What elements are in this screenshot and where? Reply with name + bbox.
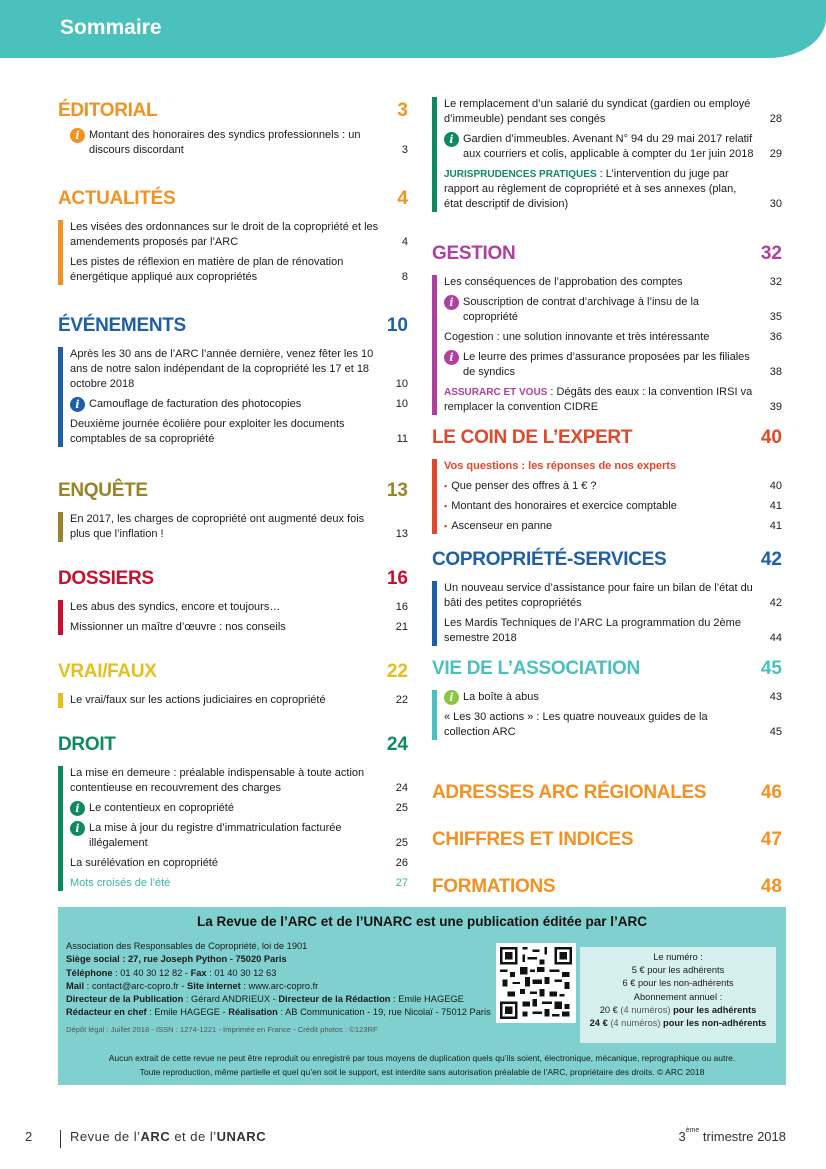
info-icon: i (70, 801, 85, 816)
toc-entry[interactable]: Les abus des syndics, encore et toujours… 16 (70, 601, 408, 613)
toc-entry[interactable]: Cogestion : une solution innovante et très intéressante 36 (444, 331, 782, 343)
section-title: DOSSIERS (58, 568, 154, 589)
section-page: 45 (760, 658, 782, 679)
toc-entry[interactable]: Le vrai/faux sur les actions judiciaires en copropriété 22 (70, 694, 408, 706)
publication-info: Association des Responsables de Copropriété, loi de 1901 Siège social : 27, rue Joseph Python - 75020 Paris Téléphone : 01 40 30 12 82 - Fax : 01 40 30 12 63 Mail : contact@arc-copro.fr - Site internet : www.arc-copro.fr Directeur de la Publication : Gérard ANDRIEUX - Directeur de la Rédaction : Emile HAGEGE Rédacteur en chef : Emile HAGEGE - Réalisation : AB Communication - 19, rue Nicolaï - 75012 Paris Dépôt légal : Juillet 2018 - ISSN : 1274-1221 - Imprimée en France - Crédit photos : ©123RF (66, 940, 506, 1036)
toc-entry[interactable]: Après les 30 ans de l’ARC l’année dernière, venez fêter les 10 ans de notre salon indépendant de la copropriété les 17 et 18 octobre 2018 10 (70, 348, 408, 390)
toc-entry[interactable]: i Gardien d’immeubles. Avenant N° 94 du 29 mai 2017 relatif aux courriers et colis, applicable à compter du 1er juin 2018 29 (444, 132, 782, 162)
section-enquete (58, 480, 408, 542)
section-title: VIE DE L’ASSOCIATION (432, 658, 640, 679)
toc-entry[interactable]: Le remplacement d’un salarié du syndicat (gardien ou employé d’immeuble) pendant ses congés 28 (444, 98, 782, 125)
section-page: 10 (386, 315, 408, 336)
section-title: ÉDITORIAL (58, 100, 158, 121)
footer-quarter: 3ème trimestre 2018 (678, 1127, 786, 1144)
page-title: Sommaire (60, 16, 162, 39)
section-evenements (58, 315, 408, 447)
header-band (0, 0, 826, 58)
section-page: 4 (397, 188, 408, 209)
info-icon: i (444, 295, 459, 310)
copyright-disclaimer: Aucun extrait de cette revue ne peut être reproduit ou enregistré par tous moyens de duplication quels qu’ils soient, électronique, mécanique, reprographique ou autre. Toute reproduction, même partielle et quel qu’en soit le support, est interdite sans autorisation préalable de l’ARC, propriétaire des droits. © ARC 2018 (108, 1053, 736, 1077)
toc-entry[interactable]: ▪ Ascenseur en panne 41 (444, 520, 782, 532)
info-icon: i (70, 128, 85, 143)
page-number: 2 (25, 1129, 33, 1144)
footer-publication: Revue de l’ARC et de l’UNARC (70, 1129, 267, 1144)
section-title: COPROPRIÉTÉ-SERVICES (432, 549, 667, 570)
section-title: ÉVÉNEMENTS (58, 315, 186, 336)
section-vraifaux (58, 661, 408, 708)
section-page: 3 (397, 100, 408, 121)
section-chiffres[interactable]: CHIFFRES ET INDICES 47 (432, 829, 782, 850)
publication-box (58, 907, 786, 1085)
section-page: 16 (386, 568, 408, 589)
price-box: Le numéro : 5 € pour les adhérents 6 € pour les non-adhérents Abonnement annuel : 20 € (4 numéros) pour les adhérents 24 € (4 numéros) pour les non-adhérents (580, 947, 776, 1043)
toc-entry[interactable]: i Le contentieux en copropriété 25 (70, 801, 408, 816)
section-dossiers (58, 568, 408, 635)
toc-entry[interactable]: i La boîte à abus 43 (444, 690, 782, 705)
section-expert (432, 427, 782, 534)
section-association (432, 658, 782, 740)
footer-divider (60, 1130, 61, 1148)
toc-entry[interactable]: Mots croisés de l’été 27 (70, 877, 408, 889)
publication-title: La Revue de l’ARC et de l’UNARC est une publication éditée par l’ARC (196, 914, 648, 929)
section-title: GESTION (432, 243, 516, 264)
section-droit (58, 734, 408, 891)
legal-notice: Dépôt légal : Juillet 2018 - ISSN : 1274-1221 - Imprimée en France - Crédit photos : ©123RF (66, 1024, 378, 1034)
toc-entry[interactable]: Les Mardis Techniques de l’ARC La programmation du 2ème semestre 2018 44 (444, 617, 782, 644)
toc-entry[interactable]: ASSURARC ET VOUS : Dégâts des eaux : la convention IRSI va remplacer la convention CIDRE 39 (444, 386, 782, 413)
section-droit-continued (432, 97, 782, 212)
section-page: 24 (386, 734, 408, 755)
toc-entry[interactable]: Les pistes de réflexion en matière de plan de rénovation énergétique appliqué aux copropriétés 8 (70, 256, 408, 283)
section-title: VRAI/FAUX (58, 661, 157, 682)
section-formations[interactable]: FORMATIONS 48 (432, 876, 782, 897)
toc-entry[interactable]: i Camouflage de facturation des photocopies 10 (70, 397, 408, 412)
toc-entry[interactable]: Missionner un maître d’œuvre : nos conseils 21 (70, 621, 408, 633)
toc-entry[interactable]: En 2017, les charges de copropriété ont augmenté deux fois plus que l’inflation ! 13 (70, 513, 408, 540)
toc-entry[interactable]: La surélévation en copropriété 26 (70, 857, 408, 869)
section-page: 13 (386, 480, 408, 501)
qr-code-icon[interactable] (496, 943, 576, 1023)
section-adresses[interactable]: ADRESSES ARC RÉGIONALES 46 (432, 782, 782, 803)
info-icon: i (70, 397, 85, 412)
toc-entry[interactable]: La mise en demeure : préalable indispensable à toute action contentieuse en recouvrement des charges 24 (70, 767, 408, 794)
section-page: 42 (760, 549, 782, 570)
toc-entry[interactable]: i Le leurre des primes d’assurance proposées par les filiales de syndics 38 (444, 350, 782, 380)
section-gestion (432, 243, 782, 415)
section-editorial (58, 100, 408, 158)
toc-entry[interactable]: i La mise à jour du registre d’immatriculation facturée illégalement 25 (70, 821, 408, 851)
info-icon: i (444, 350, 459, 365)
section-title: ACTUALITÉS (58, 188, 176, 209)
toc-entry[interactable]: Les visées des ordonnances sur le droit de la copropriété et les amendements proposés par l’ARC 4 (70, 221, 408, 248)
toc-entry[interactable]: Deuxième journée écolière pour exploiter les documents comptables de sa copropriété 11 (70, 418, 408, 445)
toc-entry[interactable]: Un nouveau service d’assistance pour faire un bilan de l’état du bâti des petites copropriétés 42 (444, 582, 782, 609)
info-icon: i (444, 690, 459, 705)
toc-entry[interactable]: i Souscription de contrat d’archivage à l’insu de la copropriété 35 (444, 295, 782, 325)
section-actualites (58, 188, 408, 285)
toc-entry[interactable]: JURISPRUDENCES PRATIQUES : L’intervention du juge par rapport au règlement de copropriété et à ses annexes (plan, état descriptif de division) 30 (444, 168, 782, 210)
section-page: 22 (386, 661, 408, 682)
info-icon: i (444, 132, 459, 147)
section-title: DROIT (58, 734, 116, 755)
section-services (432, 549, 782, 646)
toc-entry[interactable]: ▪ Montant des honoraires et exercice comptable 41 (444, 500, 782, 512)
toc-entry[interactable]: ▪ Que penser des offres à 1 € ? 40 (444, 480, 782, 492)
toc-entry[interactable]: i Montant des honoraires des syndics professionnels : un discours discordant 3 (70, 128, 408, 158)
info-icon: i (70, 821, 85, 836)
section-page: 32 (760, 243, 782, 264)
toc-entry[interactable]: Les conséquences de l’approbation des comptes 32 (444, 276, 782, 288)
section-page: 40 (760, 427, 782, 448)
toc-entry[interactable]: « Les 30 actions » : Les quatre nouveaux guides de la collection ARC 45 (444, 711, 782, 738)
section-title: ENQUÊTE (58, 480, 148, 501)
expert-subtitle: Vos questions : les réponses de nos experts (444, 460, 677, 472)
section-title: LE COIN DE L’EXPERT (432, 427, 633, 448)
